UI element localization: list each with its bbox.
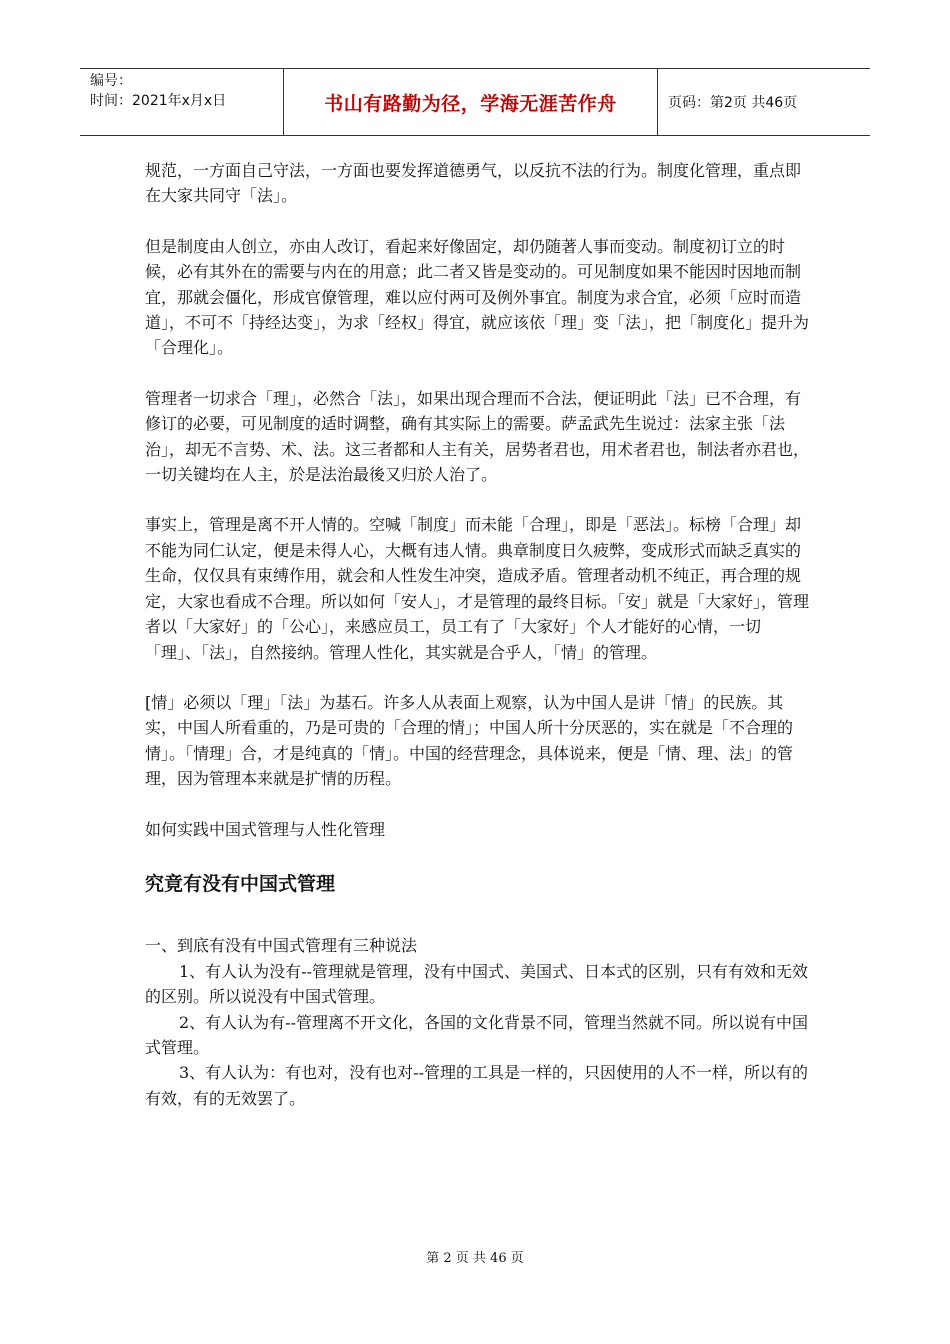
header-motto: 书山有路勤为径，学海无涯苦作舟 — [284, 69, 658, 135]
list-item: 3、有人认为：有也对，没有也对--管理的工具是一样的，只因使用的人不一样，所以有的有效，有的无效罢了。 — [145, 1063, 808, 1108]
body-paragraph: 管理者一切求合「理」，必然合「法」，如果出现合理而不合法，便证明此「法」已不合理，有修订的必要，可见制度的适时调整，确有其实际上的需要。萨孟武先生说过：法家主张「法治」，却无不言势、术、法。这三者都和人主有关，居势者君也，用术者君也，制法者亦君也，一切关键均在人主，於是法治最後又归於人治了。 — [145, 388, 810, 485]
body-paragraph: 事实上，管理是离不开人情的。空喊「制度」而未能「合理」，即是「恶法」。标榜「合理」却不能为同仁认定，便是未得人心，大概有违人情。典章制度日久疲弊，变成形式而缺乏真实的生命，仅仅具有束缚作用，就会和人性发生冲突，造成矛盾。管理者动机不纯正，再合理的规定，大家也看成不合理。所以如何「安人」，才是管理的最终目标。「安」就是「大家好」，管理者以「大家好」的「公心」，来感应员工，员工有了「大家好」个人才能好的心情，一切「理」、「法」，自然接纳。管理人性化，其实就是合乎人，「情」的管理。 — [145, 515, 810, 662]
list-item: 2、有人认为有--管理离不开文化，各国的文化背景不同，管理当然就不同。所以说有中国式管理。 — [145, 1012, 808, 1057]
document-number-label: 编号： — [90, 73, 132, 89]
body-paragraph: [情」必须以「理」「法」为基石。许多人从表面上观察，认为中国人是讲「情」的民族。其实，中国人所看重的，乃是可贵的「合理的情」；中国人所十分厌恶的，实在就是「不合理的情」。「情理」合，才是纯真的「情」。中国的经营理念，具体说来，便是「情、理、法」的管理，因为管理本来就是扩情的历程。 — [145, 692, 794, 789]
list-item: 1、有人认为没有--管理就是管理，没有中国式、美国式、日本式的区别，只有有效和无效的区别。所以说没有中国式管理。 — [145, 961, 808, 1007]
document-date: 时间：2021年x月x日 — [90, 93, 227, 109]
page-header — [80, 68, 870, 136]
body-paragraph: 如何实践中国式管理与人性化管理 — [145, 819, 386, 839]
list-title: 一、到底有没有中国式管理有三种说法 — [145, 936, 418, 956]
header-meta — [80, 69, 284, 135]
section-heading: 究竟有没有中国式管理 — [145, 872, 336, 895]
body-paragraph: 规范，一方面自己守法，一方面也要发挥道德勇气，以反抗不法的行为。制度化管理，重点即在大家共同守「法」。 — [145, 161, 802, 206]
header-page-info: 页码：第2页 共46页 — [668, 95, 798, 111]
body-paragraph: 但是制度由人创立，亦由人改订，看起来好像固定，却仍随著人事而变动。制度初订立的时候，必有其外在的需要与内在的用意；此二者又皆是变动的。可见制度如果不能因时因地而制宜，那就会僵化，形成官僚管理，难以应付两可及例外事宜。制度为求合宜，必须「应时而造道」，不可不「持经达变」，为求「经权」得宜，就应该依「理」变「法」，把「制度化」提升为「合理化」。 — [145, 236, 810, 358]
page-footer: 第 2 页 共 46 页 — [426, 1251, 524, 1266]
document-body — [145, 158, 810, 1111]
